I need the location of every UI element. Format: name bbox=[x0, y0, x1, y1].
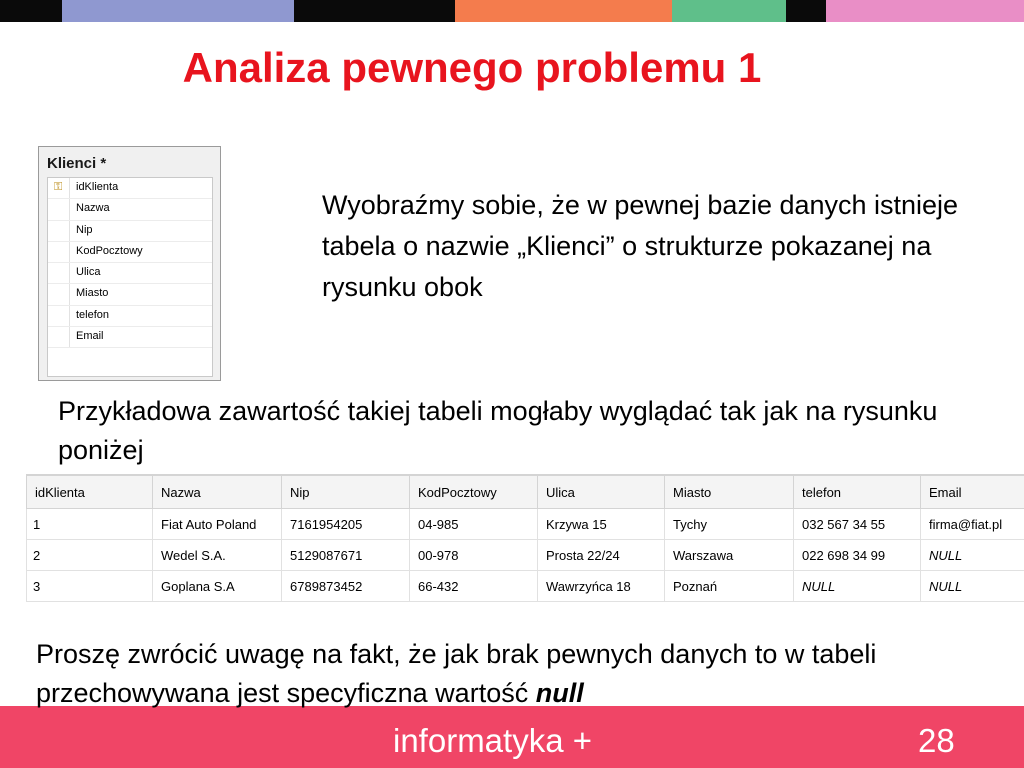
field-name: Nip bbox=[76, 223, 93, 236]
table-cell[interactable]: 04-985 bbox=[410, 509, 538, 540]
table-cell[interactable]: Wawrzyńca 18 bbox=[538, 571, 665, 602]
column-header[interactable]: telefon bbox=[794, 475, 921, 509]
slide-title: Analiza pewnego problemu 1 bbox=[182, 44, 762, 91]
table-row[interactable] bbox=[27, 509, 1024, 540]
field-row[interactable] bbox=[48, 242, 212, 263]
stripe-segment bbox=[786, 0, 826, 22]
table-row[interactable] bbox=[27, 571, 1024, 602]
table-cell[interactable]: 7161954205 bbox=[282, 509, 410, 540]
intro-text: Wyobraźmy sobie, że w pewnej bazie danych istnieje tabela o nazwie „Klienci” o strukturze pokazanej na rysunku obok bbox=[322, 190, 959, 302]
table-cell[interactable]: Fiat Auto Poland bbox=[153, 509, 282, 540]
field-name: Miasto bbox=[76, 287, 109, 300]
row-selector[interactable] bbox=[48, 199, 70, 219]
table-cell[interactable]: 5129087671 bbox=[282, 540, 410, 571]
table-row[interactable] bbox=[27, 540, 1024, 571]
row-selector[interactable] bbox=[48, 221, 70, 241]
table-cell[interactable]: 022 698 34 99 bbox=[794, 540, 921, 571]
data-grid bbox=[26, 474, 1024, 602]
table-cell[interactable]: 3 bbox=[27, 571, 153, 602]
row-selector[interactable] bbox=[48, 284, 70, 304]
row-selector[interactable] bbox=[48, 327, 70, 347]
table-design-title: Klienci * bbox=[47, 155, 107, 172]
stripe-segment bbox=[455, 0, 672, 22]
table-cell[interactable]: Goplana S.A bbox=[153, 571, 282, 602]
row-selector[interactable] bbox=[48, 178, 70, 198]
field-row[interactable] bbox=[48, 284, 212, 305]
field-name: telefon bbox=[76, 308, 110, 321]
table-cell[interactable]: firma@fiat.pl bbox=[921, 509, 1024, 540]
column-header[interactable]: idKlienta bbox=[27, 475, 153, 509]
field-name: idKlienta bbox=[76, 181, 119, 193]
stripe-segment bbox=[294, 0, 455, 22]
table-cell[interactable]: Tychy bbox=[665, 509, 794, 540]
row-selector[interactable] bbox=[48, 263, 70, 283]
stripe-segment bbox=[826, 0, 1024, 22]
field-name: Ulica bbox=[76, 266, 101, 279]
column-header[interactable]: Ulica bbox=[538, 475, 665, 509]
field-row[interactable] bbox=[48, 199, 212, 220]
table-cell[interactable]: 00-978 bbox=[410, 540, 538, 571]
grid-header-row bbox=[27, 475, 1024, 509]
stripe-segment bbox=[62, 0, 294, 22]
table-cell[interactable]: NULL bbox=[794, 571, 921, 602]
column-header[interactable]: Nip bbox=[282, 475, 410, 509]
primary-key-icon: ⚿ bbox=[54, 181, 63, 193]
table-cell[interactable]: Wedel S.A. bbox=[153, 540, 282, 571]
field-row[interactable] bbox=[48, 178, 212, 199]
column-header[interactable]: Email bbox=[921, 475, 1024, 509]
footer-brand: informatyka + bbox=[393, 722, 592, 759]
table-cell[interactable]: Prosta 22/24 bbox=[538, 540, 665, 571]
table-cell[interactable]: Warszawa bbox=[665, 540, 794, 571]
table-cell[interactable]: 032 567 34 55 bbox=[794, 509, 921, 540]
table-cell[interactable]: NULL bbox=[921, 540, 1024, 571]
field-row[interactable] bbox=[48, 306, 212, 327]
stripe-segment bbox=[672, 0, 786, 22]
table-cell[interactable]: 2 bbox=[27, 540, 153, 571]
field-row[interactable] bbox=[48, 221, 212, 242]
grid-body bbox=[27, 509, 1024, 602]
field-row[interactable] bbox=[48, 263, 212, 284]
column-header[interactable]: KodPocztowy bbox=[410, 475, 538, 509]
stripe-segment bbox=[0, 0, 62, 22]
field-list bbox=[47, 177, 213, 377]
note-body: Proszę zwrócić uwagę na fakt, że jak brak pewnych danych to w tabeli przechowywana jest specyficzna wartość bbox=[36, 639, 877, 708]
footer-bar bbox=[0, 706, 1024, 768]
row-selector[interactable] bbox=[48, 306, 70, 326]
table-cell[interactable]: Poznań bbox=[665, 571, 794, 602]
example-text: Przykładowa zawartość takiej tabeli mogłaby wyglądać tak jak na rysunku poniżej bbox=[58, 396, 938, 465]
top-color-stripe bbox=[0, 0, 1024, 22]
table-cell[interactable]: 1 bbox=[27, 509, 153, 540]
table-cell[interactable]: 66-432 bbox=[410, 571, 538, 602]
note-text bbox=[36, 635, 996, 713]
table-cell[interactable]: Krzywa 15 bbox=[538, 509, 665, 540]
field-row[interactable] bbox=[48, 327, 212, 348]
null-keyword: null bbox=[535, 678, 584, 708]
field-name: Nazwa bbox=[76, 202, 110, 215]
table-cell[interactable]: NULL bbox=[921, 571, 1024, 602]
page-number: 28 bbox=[918, 722, 955, 759]
table-cell[interactable]: 6789873452 bbox=[282, 571, 410, 602]
row-selector[interactable] bbox=[48, 242, 70, 262]
column-header[interactable]: Miasto bbox=[665, 475, 794, 509]
field-name: Email bbox=[76, 330, 104, 343]
column-header[interactable]: Nazwa bbox=[153, 475, 282, 509]
table-design-panel bbox=[38, 146, 221, 381]
field-name: KodPocztowy bbox=[76, 244, 143, 257]
